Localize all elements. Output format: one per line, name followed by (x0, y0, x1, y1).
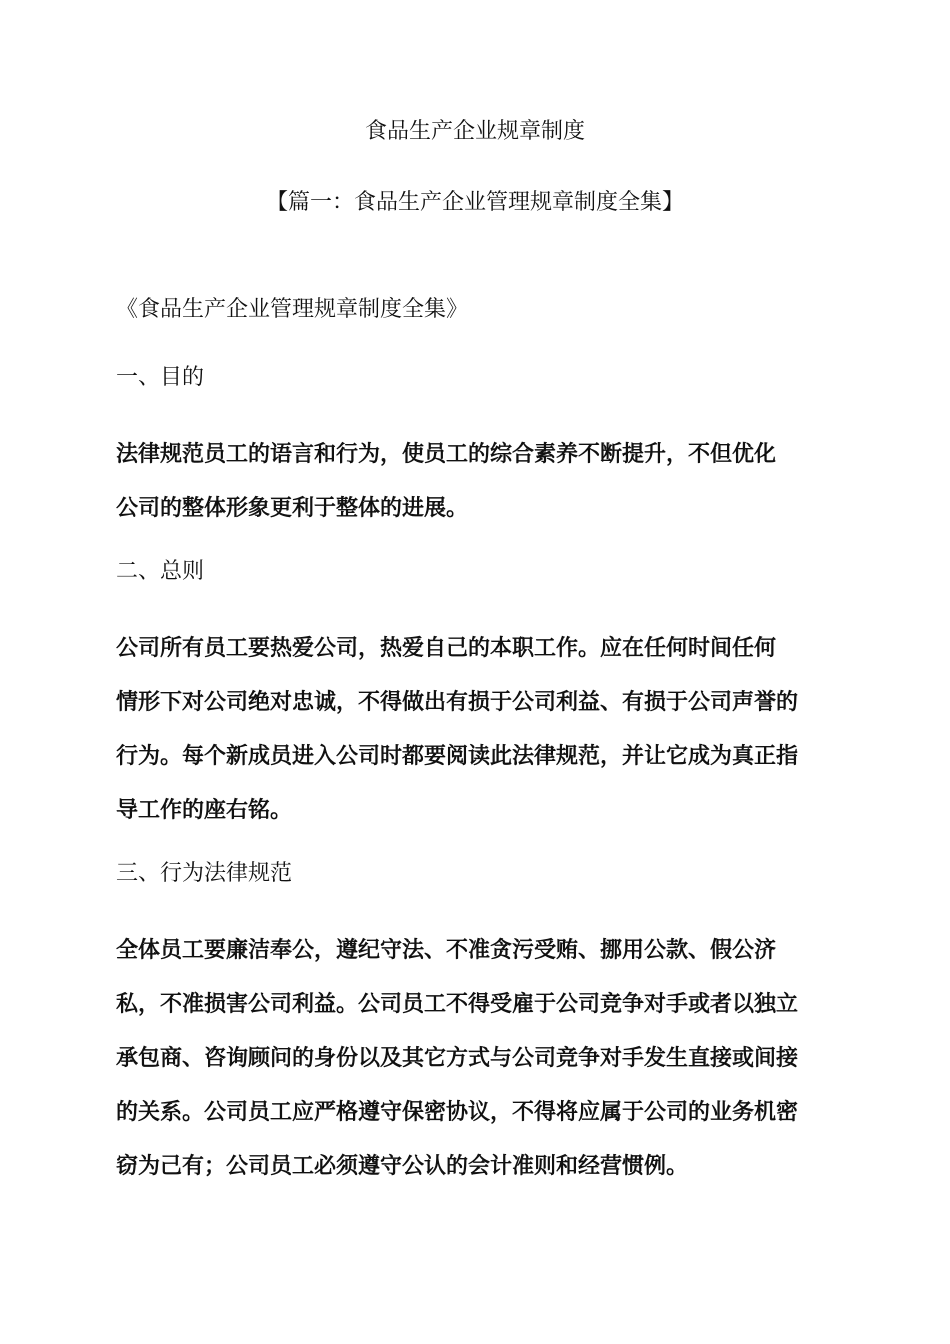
paragraph-line: 导工作的座右铭。 (116, 798, 293, 823)
document-title: 《食品生产企业管理规章制度全集》 (116, 297, 469, 322)
paragraph-line: 全体员工要廉洁奉公，遵纪守法、不准贪污受贿、挪用公款、假公济 (116, 938, 777, 963)
paragraph-line: 的关系。公司员工应严格遵守保密协议，不得将应属于公司的业务机密 (116, 1100, 799, 1125)
document-body (116, 288, 836, 1210)
page-title: 食品生产企业规章制度 (364, 119, 585, 144)
paragraph-line: 行为。每个新成员进入公司时都要阅读此法律规范，并让它成为真正指 (116, 744, 799, 769)
paragraph-line: 公司的整体形象更利于整体的进展。 (116, 496, 469, 521)
section-heading-general: 二、总则 (116, 559, 205, 584)
paragraph-line: 承包商、咨询顾问的身份以及其它方式与公司竞争对手发生直接或间接 (116, 1046, 799, 1071)
section-paragraph-general (116, 622, 836, 838)
paragraph-line: 窃为己有；公司员工必须遵守公认的会计准则和经营惯例。 (116, 1154, 689, 1179)
section-heading-conduct: 三、行为法律规范 (116, 861, 293, 886)
paragraph-line: 私，不准损害公司利益。公司员工不得受雇于公司竞争对手或者以独立 (116, 992, 799, 1017)
paragraph-line: 公司所有员工要热爱公司，热爱自己的本职工作。应在任何时间任何 (116, 636, 777, 661)
section-paragraph-conduct (116, 924, 836, 1194)
section-paragraph-purpose (116, 428, 836, 536)
page-subtitle: 【篇一：食品生产企业管理规章制度全集】 (265, 190, 684, 215)
paragraph-line: 法律规范员工的语言和行为，使员工的综合素养不断提升，不但优化 (116, 442, 777, 467)
section-heading-purpose: 一、目的 (116, 365, 205, 390)
paragraph-line: 情形下对公司绝对忠诚，不得做出有损于公司利益、有损于公司声誉的 (116, 690, 799, 715)
